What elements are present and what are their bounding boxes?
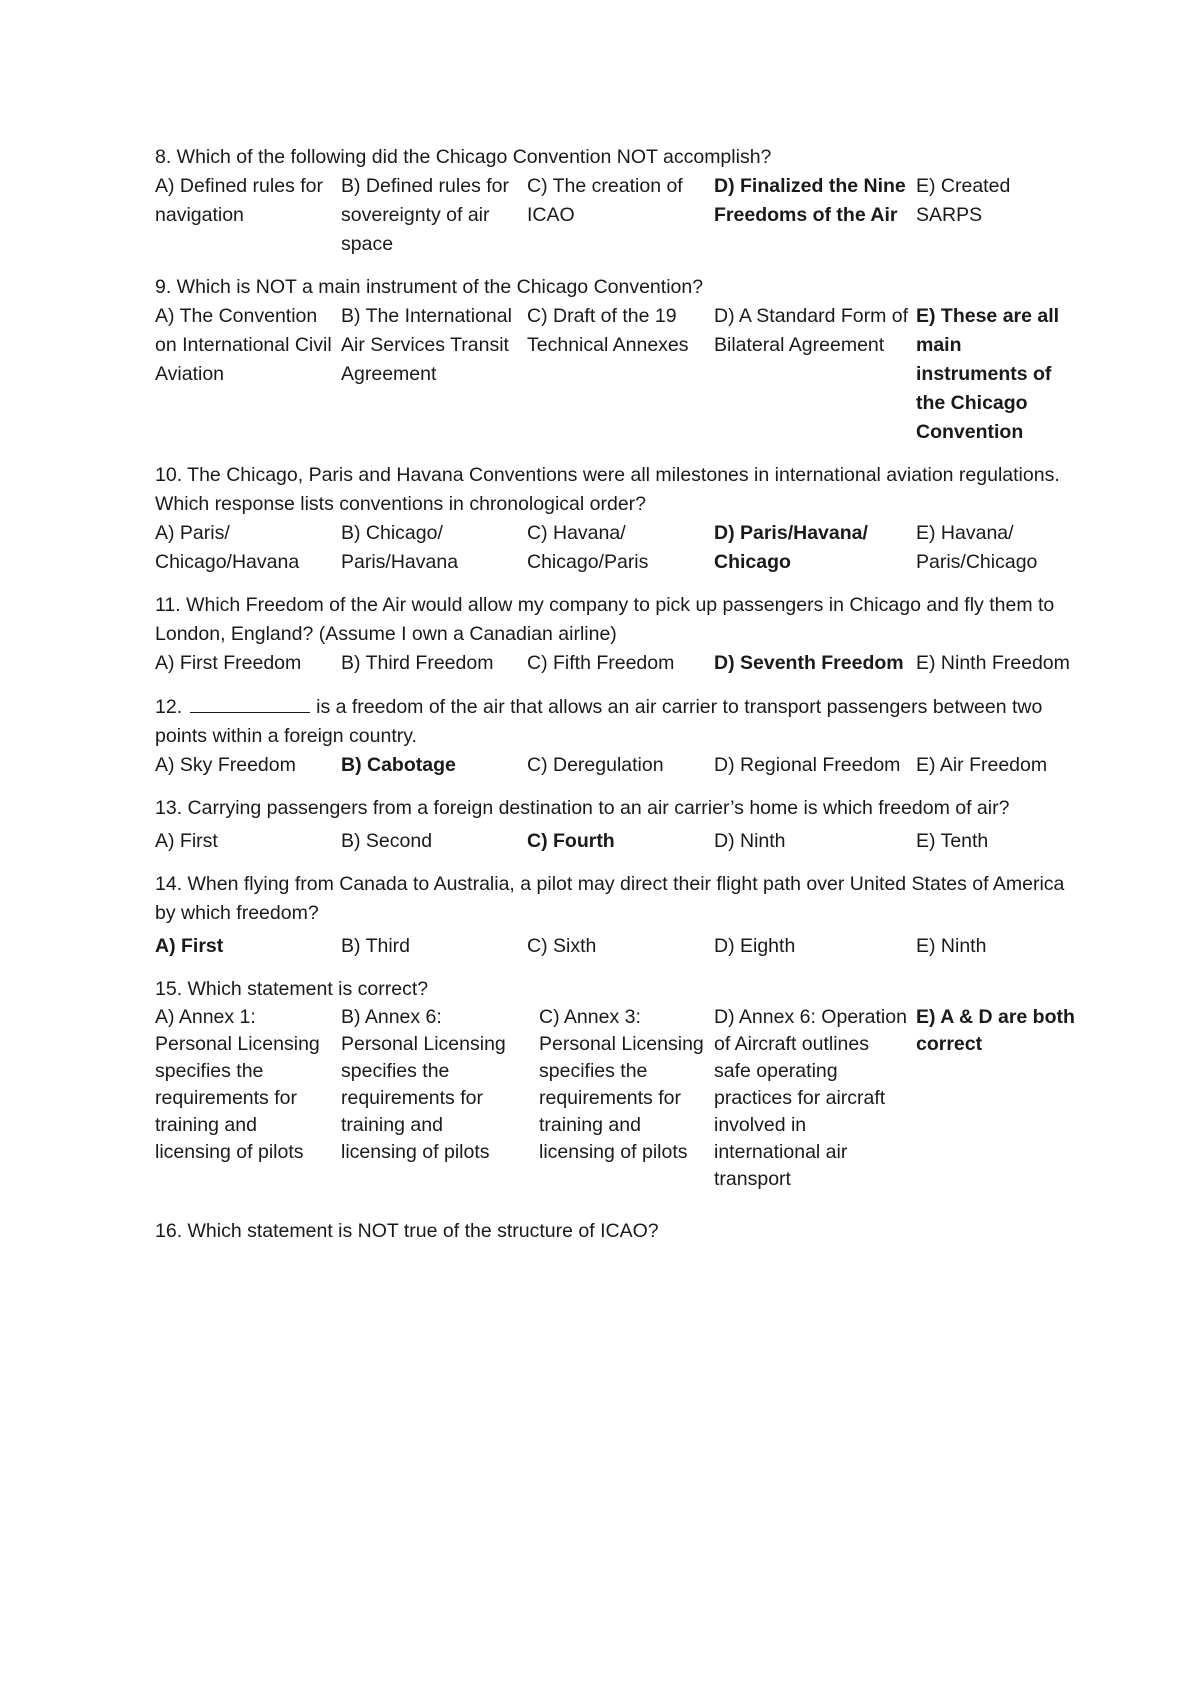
question-text: 11. Which Freedom of the Air would allow my company to pick up passengers in Chicago and fly them to London, England? (Assume I own a Canadian airline)	[155, 594, 1055, 645]
option-d: D) Regional Freedom	[714, 754, 901, 776]
options	[155, 519, 1085, 577]
question-text: 14. When flying from Canada to Australia, a pilot may direct their flight path over United States of America by which freedom?	[155, 873, 1065, 924]
option-a: A) Defined rules for navigation	[155, 175, 323, 226]
question-text	[155, 692, 1085, 751]
question-10	[155, 461, 1085, 577]
option-b: B) Defined rules for sovereignty of air space	[341, 175, 509, 255]
question-text: 9. Which is NOT a main instrument of the Chicago Convention?	[155, 276, 704, 298]
option-b: B) The International Air Services Transit Agreement	[341, 305, 512, 385]
option-b: B) Second	[341, 830, 433, 852]
option-d: D) Seventh Freedom	[714, 652, 904, 674]
question-number: 12.	[155, 696, 183, 718]
options	[155, 302, 1085, 447]
option-a: A) First	[155, 830, 218, 852]
question-14	[155, 870, 1085, 961]
option-a: A) The Convention on International Civil Aviation	[155, 305, 332, 385]
option-e: E) Havana/ Paris/Chicago	[916, 522, 1038, 573]
option-e: E) Created SARPS	[916, 175, 1011, 226]
option-b: B) Third	[341, 935, 410, 957]
option-b: B) Annex 6: Personal Licensing specifies the requirements for training and licensing of pilots	[341, 1006, 506, 1163]
option-e: E) A & D are both correct	[916, 1006, 1075, 1055]
option-e: E) Tenth	[916, 830, 989, 852]
option-b: B) Chicago/ Paris/Havana	[341, 522, 459, 573]
question-12	[155, 692, 1085, 780]
option-d: D) A Standard Form of Bilateral Agreement	[714, 305, 909, 356]
option-d: D) Annex 6: Operation of Aircraft outlines safe operating practices for aircraft involved in international air transport	[714, 1006, 907, 1190]
option-d: D) Ninth	[714, 830, 786, 852]
option-c: C) Annex 3: Personal Licensing specifies the requirements for training and licensing of pilots	[539, 1006, 704, 1163]
options	[155, 172, 1085, 259]
question-body: is a freedom of the air that allows an air carrier to transport passengers between two points within a foreign country.	[155, 696, 1043, 747]
option-c: C) The creation of ICAO	[527, 175, 683, 226]
question-13	[155, 794, 1085, 856]
options	[155, 827, 1085, 856]
option-e: E) Ninth Freedom	[916, 652, 1070, 674]
option-d: D) Finalized the Nine Freedoms of the Air	[714, 175, 906, 226]
option-a: A) Sky Freedom	[155, 754, 296, 776]
question-text: 10. The Chicago, Paris and Havana Conventions were all milestones in international aviation regulations. Which response lists conventions in chronological order?	[155, 464, 1060, 515]
option-a: A) First Freedom	[155, 652, 302, 674]
option-a: A) Annex 1: Personal Licensing specifies the requirements for training and licensing of pilots	[155, 1006, 320, 1163]
options	[155, 751, 1085, 780]
option-a: A) Paris/ Chicago/Havana	[155, 522, 300, 573]
option-b: B) Third Freedom	[341, 652, 494, 674]
option-c: C) Draft of the 19 Technical Annexes	[527, 305, 689, 356]
options	[155, 932, 1085, 961]
option-a: A) First	[155, 935, 224, 957]
option-d: D) Paris/Havana/ Chicago	[714, 522, 868, 573]
option-b: B) Cabotage	[341, 754, 456, 776]
options	[155, 1004, 1085, 1193]
question-text: 13. Carrying passengers from a foreign destination to an air carrier’s home is which freedom of air?	[155, 797, 1010, 819]
question-16	[155, 1217, 1085, 1246]
option-e: E) These are all main instruments of the Chicago Convention	[916, 305, 1060, 443]
question-text: 8. Which of the following did the Chicago Convention NOT accomplish?	[155, 146, 772, 168]
question-8	[155, 143, 1085, 259]
question-text: 15. Which statement is correct?	[155, 978, 429, 1000]
option-c: C) Fifth Freedom	[527, 652, 675, 674]
option-d: D) Eighth	[714, 935, 796, 957]
answer-blank	[190, 692, 310, 713]
option-e: E) Air Freedom	[916, 754, 1048, 776]
option-c: C) Havana/ Chicago/Paris	[527, 522, 649, 573]
question-9	[155, 273, 1085, 447]
option-c: C) Fourth	[527, 830, 615, 852]
question-15	[155, 975, 1085, 1193]
question-11	[155, 591, 1085, 678]
option-c: C) Deregulation	[527, 754, 664, 776]
quiz-page	[155, 143, 1085, 1260]
question-text: 16. Which statement is NOT true of the structure of ICAO?	[155, 1220, 659, 1242]
option-c: C) Sixth	[527, 935, 597, 957]
options	[155, 649, 1085, 678]
option-e: E) Ninth	[916, 935, 987, 957]
